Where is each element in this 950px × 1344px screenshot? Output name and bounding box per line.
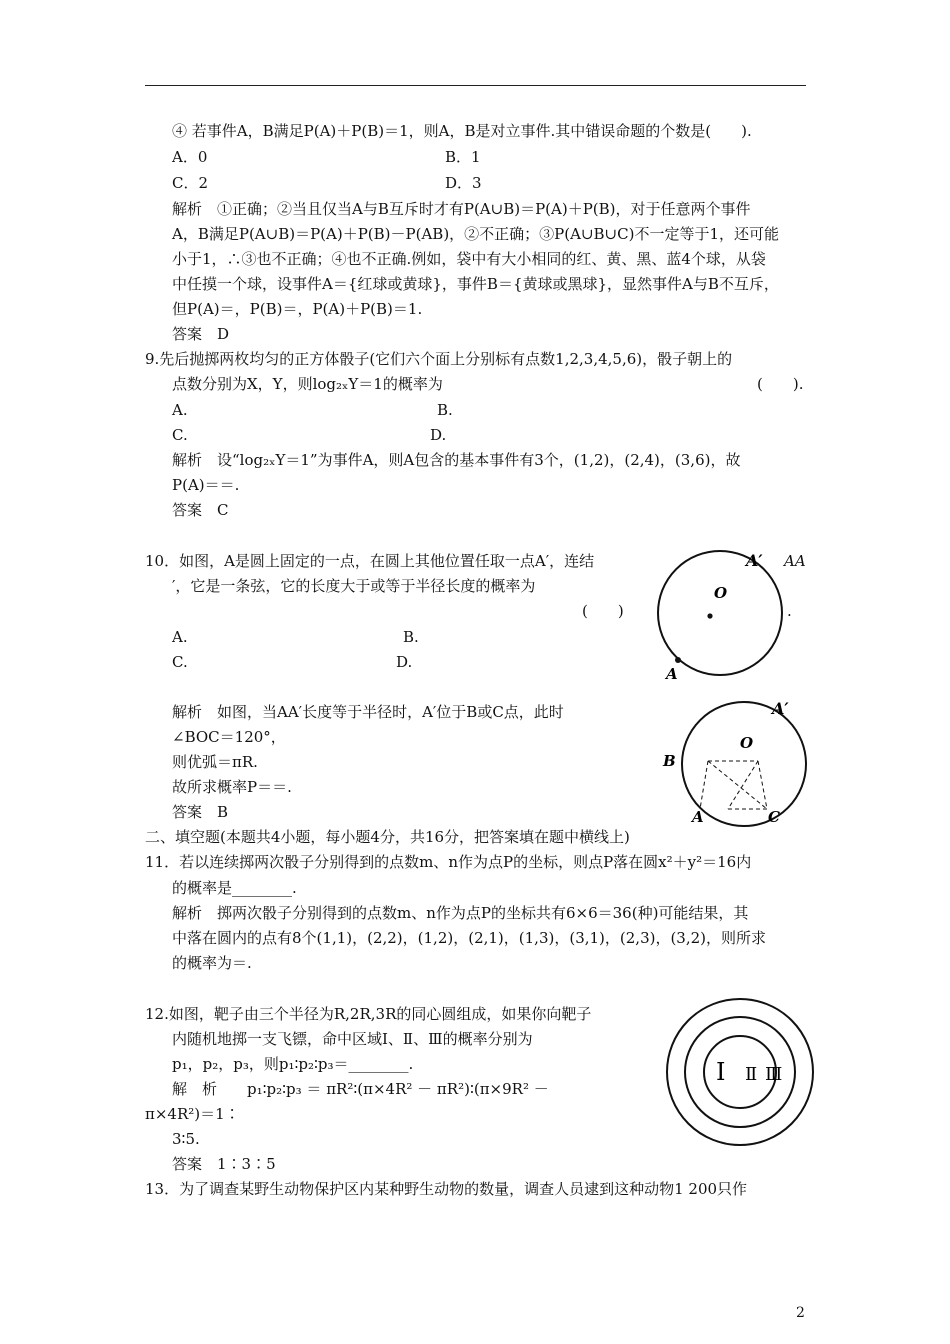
q10-fig2-dash-o-to-a — [728, 761, 758, 809]
q8-solution-line: 但P(A)＝，P(B)＝，P(A)＋P(B)＝1. — [172, 300, 423, 318]
q9-stem-line-2: 点数分别为X，Y，则log₂ₓY＝1的概率为 — [172, 375, 443, 393]
q10-solution-line-3: 则优弧＝πR. — [172, 753, 258, 771]
q8-answer: 答案 D — [172, 325, 230, 343]
q12-stem-line-3: p₁，p₂，p₃，则p₁∶p₂∶p₃＝________. — [172, 1055, 414, 1073]
q13-stem-line-1: 13．为了调查某野生动物保护区内某种野生动物的数量，调查人员逮到这种动物1 200只作 — [145, 1180, 748, 1198]
q12-region-iii-label: Ⅲ — [765, 1064, 783, 1085]
q10-fig1-label-a: A — [666, 665, 678, 683]
q10-option-c: C. — [172, 653, 188, 671]
q8-option-b: B．1 — [445, 148, 481, 166]
q10-circle-figure-1 — [650, 546, 810, 686]
q10-answer-paren: ( ) — [582, 602, 624, 620]
q9-answer: 答案 C — [172, 501, 229, 519]
q11-stem-line-1: 11．若以连续掷两次骰子分别得到的点数m、n作为点P的坐标，则点P落在圆x²＋y²＝16内 — [145, 853, 752, 871]
q11-solution-line-1: 解析 掷两次骰子分别得到的点数m、n作为点P的坐标共有6×6＝36(种)可能结果，其 — [172, 904, 749, 922]
q12-solution-line-3: 3∶5. — [172, 1130, 200, 1148]
q9-solution-line-1: 解析 设“log₂ₓY＝1”为事件A，则A包含的基本事件有3个，(1,2)，(2,4)，(3,6)，故 — [172, 451, 741, 469]
q12-target-figure — [660, 996, 820, 1156]
q9-stem-line-1: 9.先后抛掷两枚均匀的正方体骰子(它们六个面上分别标有点数1,2,3,4,5,6)，骰子朝上的 — [145, 350, 733, 368]
q10-option-a: A. — [172, 628, 188, 646]
q10-fig1-point-a — [675, 657, 681, 663]
q12-region-i-label: Ⅰ — [716, 1058, 726, 1086]
q8-solution-line: 解析 ①正确；②当且仅当A与B互斥时才有P(A∪B)＝P(A)＋P(B)，对于任意两个事件 — [172, 200, 751, 218]
q8-solution-line: 小于1，∴③也不正确；④也不正确.例如，袋中有大小相同的红、黄、黑、蓝4个球，从袋 — [172, 250, 766, 268]
q10-fig2-dash-b-to-a — [700, 761, 708, 809]
q10-stem-line-1: 10．如图，A是圆上固定的一点，在圆上其他位置任取一点A′，连结 — [145, 552, 595, 570]
q8-statement-4: ④ 若事件A，B满足P(A)＋P(B)＝1，则A，B是对立事件.其中错误命题的个数是( ). — [172, 122, 752, 140]
q12-solution-line-2: π×4R²)＝1∶ — [145, 1105, 240, 1123]
q10-fig2-label-a-prime: A′ — [772, 699, 789, 718]
q12-answer: 答案 1∶3∶5 — [172, 1155, 276, 1173]
q10-fig2-dash-o-to-c — [758, 761, 767, 809]
q8-solution-line: 中任摸一个球，设事件A＝{红球或黄球}，事件B＝{黄球或黑球}，显然事件A与B不互斥， — [172, 275, 779, 293]
section-2-heading: 二、填空题(本题共4小题，每小题4分，共16分，把答案填在题中横线上) — [145, 828, 630, 846]
q10-circle-figure-2 — [660, 696, 820, 826]
q10-fig1-circle — [658, 551, 782, 675]
q11-solution-line-3: 的概率为＝. — [172, 954, 252, 972]
q8-option-d: D．3 — [445, 174, 482, 192]
q9-option-c: C. — [172, 426, 188, 444]
q9-solution-line-2: P(A)＝＝. — [172, 476, 240, 494]
q12-region-ii-label: Ⅱ — [745, 1064, 758, 1085]
q10-trailing-dot: . — [787, 602, 792, 620]
q10-solution-line-1: 解析 如图，当AA′长度等于半径时，A′位于B或C点，此时 — [172, 703, 564, 721]
q8-option-c: C．2 — [172, 174, 209, 192]
q10-option-b: B. — [403, 628, 419, 646]
q10-fig1-center-point — [707, 613, 712, 618]
q8-option-a: A．0 — [172, 148, 208, 166]
q10-fig2-label-o: O — [740, 734, 754, 752]
q8-solution-line: A，B满足P(A∪B)＝P(A)＋P(B)－P(AB)，②不正确；③P(A∪B∪C)不一定等于1，还可能 — [172, 225, 779, 243]
q9-option-a: A. — [172, 401, 188, 419]
q9-option-b: B. — [437, 401, 453, 419]
q12-stem-line-2: 内随机地掷一支飞镖，命中区域Ⅰ、Ⅱ、Ⅲ的概率分别为 — [172, 1030, 533, 1048]
header-rule — [145, 85, 806, 86]
q12-solution-line-1: 解 析 p₁∶p₂∶p₃ ＝ πR²∶(π×4R² － πR²)∶(π×9R² － — [172, 1080, 549, 1098]
q10-stem-line-2: ′，它是一条弦，它的长度大于或等于半径长度的概率为 — [172, 577, 536, 595]
q9-answer-paren: ( ). — [757, 375, 804, 393]
page-number: 2 — [796, 1305, 805, 1321]
q11-solution-line-2: 中落在圆内的点有8个(1,1)，(2,2)，(1,2)，(2,1)，(1,3)，(3,1)，(2,3)，(3,2)，则所求 — [172, 929, 767, 947]
q10-solution-line-2: ∠BOC＝120°， — [172, 728, 286, 746]
q12-stem-line-1: 12.如图，靶子由三个半径为R,2R,3R的同心圆组成，如果你向靶子 — [145, 1005, 592, 1023]
q10-option-d: D. — [396, 653, 413, 671]
q9-option-d: D. — [430, 426, 447, 444]
q10-answer: 答案 B — [172, 803, 229, 821]
q12-outer-circle — [667, 999, 813, 1145]
q10-fig2-dash-b-to-c — [708, 761, 767, 809]
q10-fig2-label-c: C — [768, 808, 780, 826]
q11-stem-line-2: 的概率是________. — [172, 879, 297, 897]
q10-fig1-label-o: O — [714, 584, 728, 602]
q10-fig1-label-a-prime: A′ — [746, 551, 763, 570]
q10-fig2-label-a: A — [692, 808, 704, 826]
q10-fig2-label-b: B — [663, 752, 676, 770]
q10-solution-line-4: 故所求概率P＝＝. — [172, 778, 292, 796]
q10-aa-text: AA — [784, 552, 806, 570]
